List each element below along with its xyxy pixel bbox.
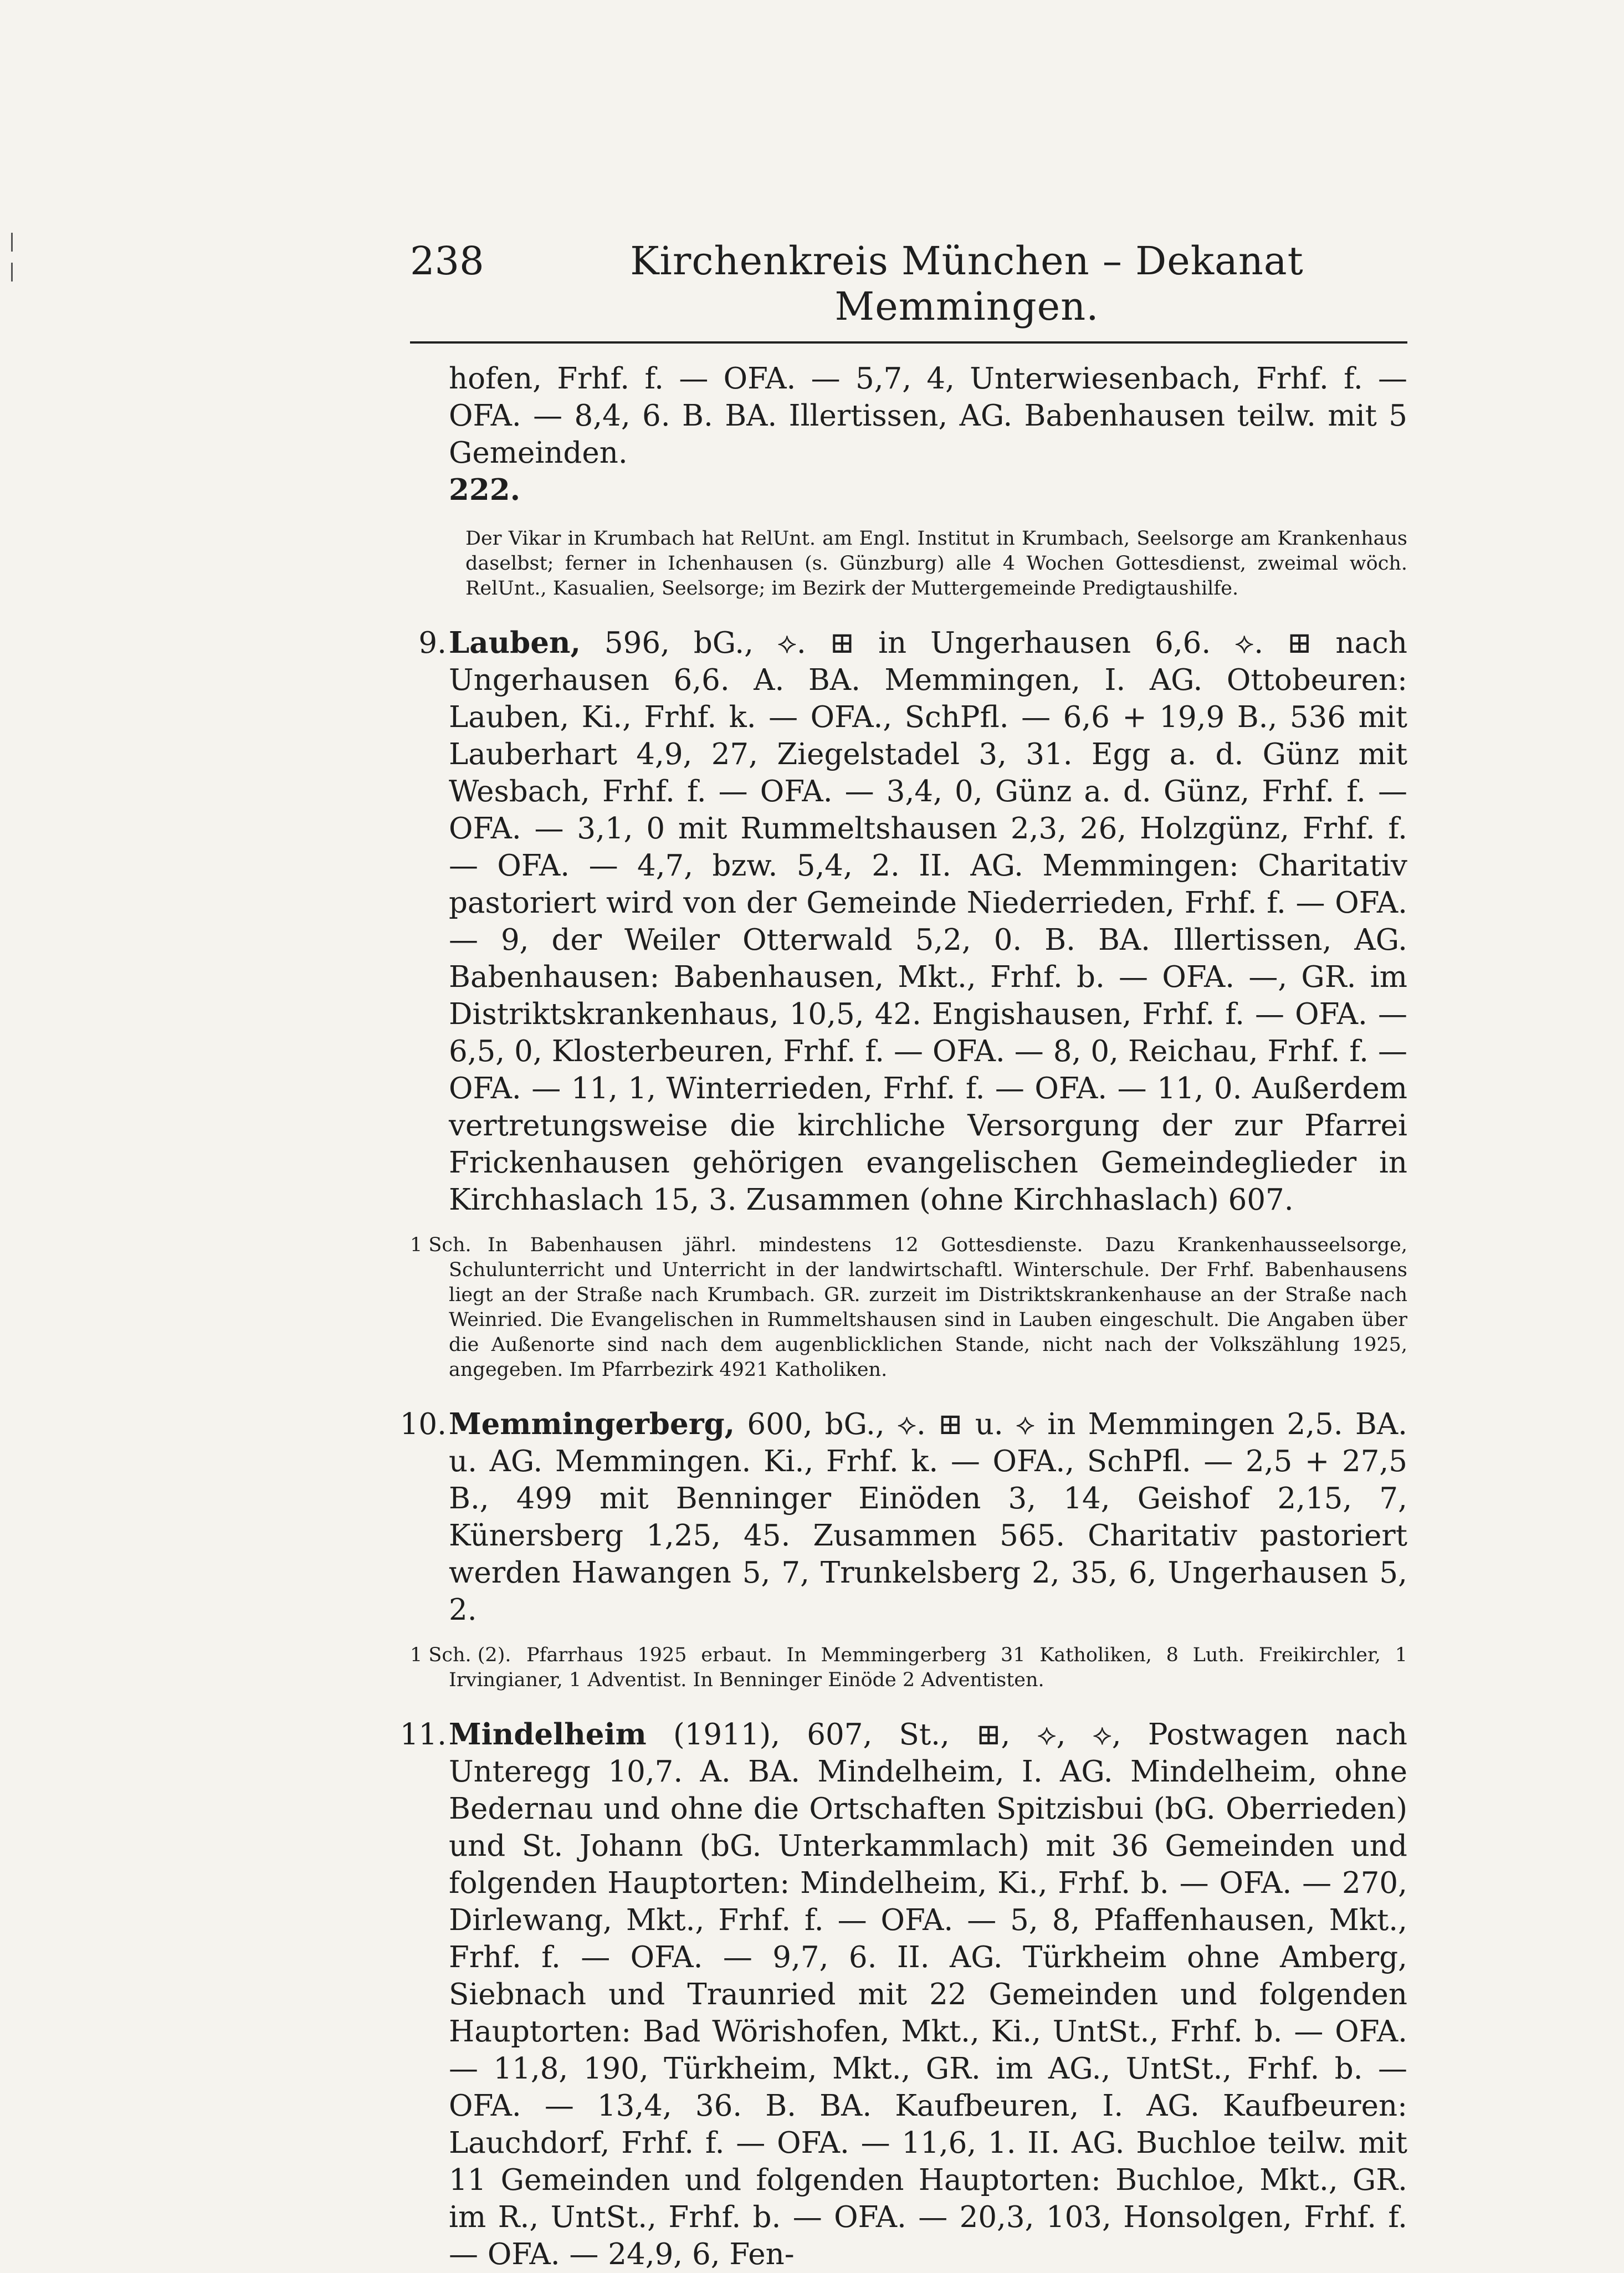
footnote-lauben: [410, 1233, 1407, 1383]
page: [399, 238, 1407, 2273]
entry-text: 600, bG., ⟡. ⊞ u. ⟡ in Memmingen 2,5. BA. u. AG. Memmingen. Ki., Frhf. k. — OFA., SchPfl. — 2,5 + 27,5 B., 499 mit Benninger Einöden 3, 14, Geishof 2,15, 7, Künersberg 1,25, 45. Zusammen 565. Charitativ pastoriert werden Hawangen 5, 7, Trunkelsberg 2, 35, 6, Ungerhausen 5, 2.: [449, 1407, 1407, 1627]
vikar-note: Der Vikar in Krumbach hat RelUnt. am Engl. Institut in Krumbach, Seelsorge am Krankenhaus daselbst; ferner in Ichenhausen (s. Günzburg) alle 4 Wochen Gottesdienst, zweimal wöch. RelUnt., Kasualien, Seelsorge; im Bezirk der Muttergemeinde Predigtaushilfe.: [465, 528, 1407, 600]
running-header: [410, 238, 1407, 344]
entry-mindelheim: [399, 1716, 1407, 2273]
continuation-paragraph: [449, 360, 1407, 601]
footnote-memmingerberg: [410, 1643, 1407, 1693]
entry-place: Memmingerberg,: [449, 1407, 735, 1441]
continuation-total: 222.: [449, 473, 521, 507]
entry-text: 596, bG., ⟡. ⊞ in Ungerhausen 6,6. ⟡. ⊞ nach Ungerhausen 6,6. A. BA. Memmingen, I. AG. Ottobeuren: Lauben, Ki., Frhf. k. — OFA., SchPfl. — 6,6 + 19,9 B., 536 mit Lauberhart 4,9, 27, Ziegelstadel 3, 31. Egg a. d. Günz mit Wesbach, Frhf. f. — OFA. — 3,4, 0, Günz a. d. Günz, Frhf. f. — OFA. — 3,1, 0 mit Rummeltshausen 2,3, 26, Holzgünz, Frhf. f. — OFA. — 4,7, bzw. 5,4, 2. II. AG. Memmingen: Charitativ pastoriert wird von der Gemeinde Niederrieden, Frhf. f. — OFA. — 9, der Weiler Otterwald 5,2, 0. B. BA. Illertissen, AG. Babenhausen: Babenhausen, Mkt., Frhf. b. — OFA. —, GR. im Distriktskrankenhaus, 10,5, 42. Engishausen, Frhf. f. — OFA. — 6,5, 0, Klosterbeuren, Frhf. f. — OFA. — 8, 0, Reichau, Frhf. f. — OFA. — 11, 1, Winterrieden, Frhf. f. — OFA. — 11, 0. Außerdem vertretungsweise die kirchliche Versorgung der zur Pfarrei Frickenhausen gehörigen evangelischen Gemeindeglieder in Kirchhaslach 15, 3. Zusammen (ohne Kirchhaslach) 607.: [449, 626, 1407, 1217]
margin-marks: [11, 233, 13, 293]
running-title: Kirchenkreis München – Dekanat Memmingen.: [630, 238, 1304, 329]
entry-lauben: [410, 624, 1407, 1219]
entry-number: 11.: [399, 1718, 447, 1752]
entry-number: 9.: [418, 626, 447, 660]
continuation-text: hofen, Frhf. f. — OFA. — 5,7, 4, Unterwiesenbach, Frhf. f. — OFA. — 8,4, 6. B. BA. Illertissen, AG. Babenhausen teilw. mit 5 Gemeinden.: [449, 362, 1407, 470]
page-number: 238: [410, 238, 484, 284]
entry-place: Mindelheim: [449, 1717, 647, 1752]
footnote-number: 1 Sch.: [410, 1234, 472, 1256]
footnote-text: Pfarrhaus 1925 erbaut. In Memmingerberg 31 Katholiken, 8 Luth. Freikirchler, 1 Irvingianer, 1 Adventist. In Benninger Einöde 2 Adventisten.: [449, 1644, 1407, 1691]
entry-memmingerberg: [399, 1406, 1407, 1629]
entry-place: Lauben,: [449, 626, 581, 660]
footnote-number: 1 Sch. (2).: [410, 1644, 511, 1666]
entry-number: 10.: [399, 1407, 447, 1441]
footnote-text: In Babenhausen jährl. mindestens 12 Gottesdienste. Dazu Krankenhausseelsorge, Schulunterricht und Unterricht in der landwirtschaftl. Winterschule. Der Frhf. Babenhausens liegt an der Straße nach Krumbach. GR. zurzeit im Distriktskrankenhause an der Straße nach Weinried. Die Evangelischen in Rummeltshausen sind in Lauben eingeschult. Die Angaben über die Außenorte sind nach dem augenblicklichen Stande, nicht nach der Volkszählung 1925, angegeben. Im Pfarrbezirk 4921 Katholiken.: [449, 1234, 1407, 1381]
entry-text: (1911), 607, St., ⊞, ⟡, ⟡, Postwagen nach Unteregg 10,7. A. BA. Mindelheim, I. AG. Mindelheim, ohne Bedernau und ohne die Ortschaften Spitzisbui (bG. Oberrieden) und St. Johann (bG. Unterkammlach) mit 36 Gemeinden und folgenden Hauptorten: Mindelheim, Ki., Frhf. b. — OFA. — 270, Dirlewang, Mkt., Frhf. f. — OFA. — 5, 8, Pfaffenhausen, Mkt., Frhf. f. — OFA. — 9,7, 6. II. AG. Türkheim ohne Amberg, Siebnach und Traunried mit 22 Gemeinden und folgenden Hauptorten: Bad Wörishofen, Mkt., Ki., UntSt., Frhf. b. — OFA. — 11,8, 190, Türkheim, Mkt., GR. im AG., UntSt., Frhf. b. — OFA. — 13,4, 36. B. BA. Kaufbeuren, I. AG. Kaufbeuren: Lauchdorf, Frhf. f. — OFA. — 11,6, 1. II. AG. Buchloe teilw. mit 11 Gemeinden und folgenden Hauptorten: Buchloe, Mkt., GR. im R., UntSt., Frhf. b. — OFA. — 20,3, 103, Honsolgen, Frhf. f. — OFA. — 24,9, 6, Fen-: [449, 1718, 1407, 2271]
